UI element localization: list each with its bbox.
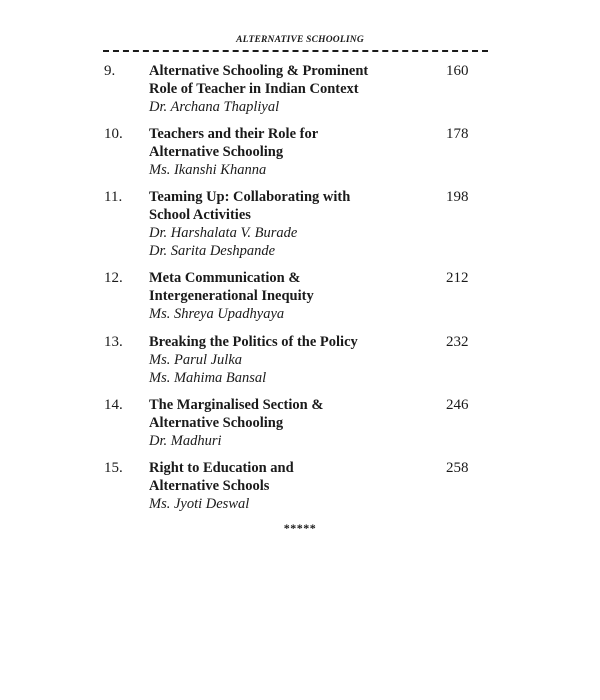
chapter-page-number: 178: [446, 126, 469, 142]
chapter-author: Dr. Harshalata V. Burade: [149, 225, 298, 241]
toc-entry: [0, 125, 600, 178]
toc-entry: [0, 188, 600, 259]
chapter-author: Dr. Sarita Deshpande: [149, 243, 276, 259]
chapter-number: 15.: [104, 460, 123, 476]
chapter-number: 13.: [104, 334, 123, 350]
chapter-body: [149, 188, 409, 260]
chapter-title-line: Teaming Up: Collaborating with: [149, 189, 351, 205]
chapter-body: [149, 459, 409, 513]
chapter-page-number: 198: [446, 189, 469, 205]
chapter-title-line: Alternative Schooling & Prominent: [149, 63, 369, 79]
chapter-author: Ms. Ikanshi Khanna: [149, 162, 267, 178]
toc-entry: [0, 62, 600, 115]
chapter-body: [149, 396, 409, 450]
chapter-number: 11.: [104, 189, 123, 205]
chapter-number: 10.: [104, 126, 123, 142]
chapter-number: 12.: [104, 270, 123, 286]
chapter-page-number: 160: [446, 63, 469, 79]
chapter-author: Dr. Archana Thapliyal: [149, 99, 280, 115]
chapter-title-line: The Marginalised Section &: [149, 397, 324, 413]
chapter-number: 14.: [104, 397, 123, 413]
chapter-body: [149, 269, 409, 323]
chapter-author: Ms. Jyoti Deswal: [149, 496, 250, 512]
toc-entry: [0, 459, 600, 512]
end-mark: *****: [283, 521, 317, 535]
chapter-title-line: Teachers and their Role for: [149, 126, 319, 142]
chapter-title-line: Intergenerational Inequity: [149, 288, 314, 304]
chapter-author: Ms. Mahima Bansal: [149, 370, 267, 386]
chapter-number: 9.: [104, 63, 116, 79]
toc-entry: [0, 333, 600, 386]
chapter-author: Dr. Madhuri: [149, 433, 222, 449]
chapter-title-line: Breaking the Politics of the Policy: [149, 334, 358, 350]
chapter-title-line: Alternative Schooling: [149, 144, 284, 160]
chapter-page-number: 232: [446, 334, 469, 350]
chapter-body: [149, 62, 409, 116]
toc-entry: [0, 269, 600, 322]
chapter-body: [149, 125, 409, 179]
chapter-title-line: Alternative Schooling: [149, 415, 284, 431]
toc-entry: [0, 396, 600, 449]
chapter-page-number: 212: [446, 270, 469, 286]
chapter-body: [149, 333, 409, 387]
running-head: ALTERNATIVE SCHOOLING: [236, 35, 364, 45]
chapter-title-line: Right to Education and: [149, 460, 294, 476]
chapter-author: Ms. Shreya Upadhyaya: [149, 306, 285, 322]
chapter-title-line: School Activities: [149, 207, 251, 223]
chapter-author: Ms. Parul Julka: [149, 352, 243, 368]
header-dashed-rule: [103, 50, 488, 52]
chapter-title-line: Role of Teacher in Indian Context: [149, 81, 359, 97]
chapter-page-number: 246: [446, 397, 469, 413]
chapter-title-line: Alternative Schools: [149, 478, 270, 494]
chapter-page-number: 258: [446, 460, 469, 476]
chapter-title-line: Meta Communication &: [149, 270, 301, 286]
